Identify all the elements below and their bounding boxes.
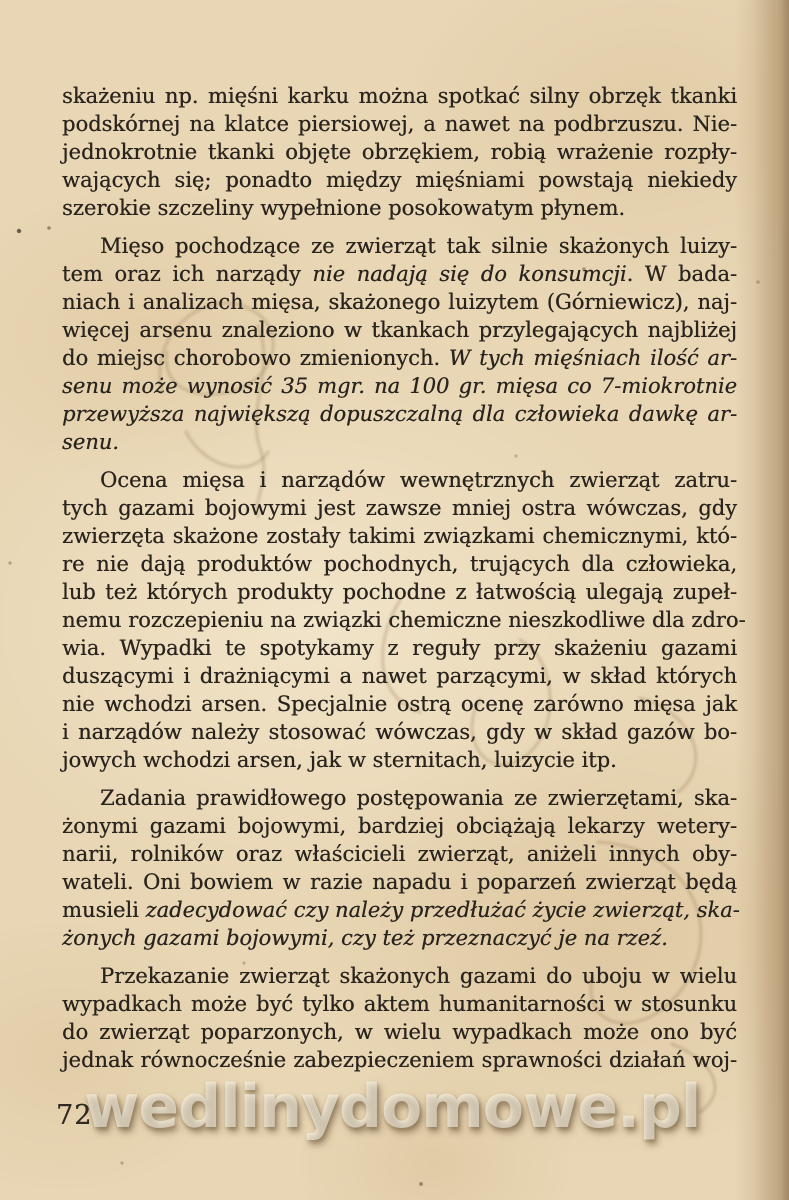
- text-segment: tem oraz ich narządy: [62, 262, 313, 286]
- text-segment: podskórnej na klatce piersiowej, a nawet na podbrzuszu. Nie-: [62, 112, 737, 136]
- text-segment: jowych wchodzi arsen, jak w sternitach, luizycie itp.: [62, 748, 617, 772]
- text-segment: więcej arsenu znaleziono w tkankach przylegających najbliżej: [62, 318, 737, 342]
- text-segment: re nie dają produktów pochodnych, trujących dla człowieka,: [62, 552, 737, 576]
- text-line: [62, 962, 737, 990]
- text-segment: jednak równocześnie zabezpieczeniem sprawności działań woj-: [62, 1048, 737, 1072]
- text-line: [62, 606, 746, 634]
- text-line: [62, 662, 737, 690]
- text-line: [62, 82, 737, 110]
- text-segment: nemu rozczepieniu na związki chemiczne nieszkodliwe dla zdro-: [62, 608, 746, 632]
- text-segment: . W bada-: [626, 262, 738, 286]
- text-segment: zwierzęta skażone zostały takimi związkami chemicznymi, któ-: [62, 524, 737, 548]
- text-segment: Przekazanie zwierząt skażonych gazami do uboju w wielu: [100, 964, 737, 988]
- text-segment: niach i analizach mięsa, skażonego luizytem (Górniewicz), naj-: [62, 290, 737, 314]
- text-segment: Mięso pochodzące ze zwierząt tak silnie skażonych luizy-: [100, 234, 737, 258]
- text-segment: do zwierząt poparzonych, w wielu wypadkach może ono być: [62, 1020, 737, 1044]
- text-segment: nie wchodzi arsen. Specjalnie ostrą ocenę zarówno mięsa jak: [62, 692, 737, 716]
- text-segment: szerokie szczeliny wypełnione posokowatym płynem.: [62, 196, 626, 220]
- text-segment: wia. Wypadki te spotykamy z reguły przy skażeniu gazami: [62, 636, 737, 660]
- text-line: [62, 812, 737, 840]
- text-segment: żonymi gazami bojowymi, bardziej obciążają lekarzy wetery-: [62, 814, 737, 838]
- text-line: [62, 718, 737, 746]
- text-block: [62, 82, 746, 1074]
- text-line: [62, 494, 737, 522]
- text-line: [62, 288, 737, 316]
- italic-text-segment: nie nadają się do konsumcji: [312, 262, 627, 286]
- text-line: [62, 316, 737, 344]
- text-segment: skażeniu np. mięśni karku można spotkać silny obrzęk tkanki: [62, 84, 737, 108]
- paragraph: [62, 784, 740, 952]
- text-line: [62, 372, 737, 400]
- text-line: [62, 344, 737, 372]
- paragraph: [62, 82, 737, 222]
- text-segment: lub też których produkty pochodne z łatwością ulegają zupeł-: [62, 580, 737, 604]
- text-line: [62, 990, 737, 1018]
- text-line: [62, 784, 737, 812]
- text-segment: musieli: [62, 898, 146, 922]
- text-line: [62, 840, 737, 868]
- italic-text-segment: żonych gazami bojowymi, czy też przeznaczyć je na rzeź.: [62, 926, 668, 950]
- text-line: [62, 868, 737, 896]
- text-line: [62, 1018, 737, 1046]
- text-line: [62, 896, 740, 924]
- text-line: [62, 428, 737, 456]
- text-segment: tych gazami bojowymi jest zawsze mniej ostra wówczas, gdy: [62, 496, 737, 520]
- text-line: [62, 232, 737, 260]
- italic-text-segment: przewyższa największą dopuszczalną dla człowieka dawkę ar-: [62, 402, 737, 426]
- italic-text-segment: zadecydować czy należy przedłużać życie zwierząt, ska-: [145, 898, 740, 922]
- text-segment: duszącymi i drażniącymi a nawet parzącymi, w skład których: [62, 664, 737, 688]
- text-line: [62, 260, 737, 288]
- text-line: [62, 110, 737, 138]
- text-segment: wateli. Oni bowiem w razie napadu i poparzeń zwierząt będą: [62, 870, 737, 894]
- paper-specks: [0, 0, 2, 2]
- text-segment: narii, rolników oraz właścicieli zwierząt, aniżeli innych oby-: [62, 842, 737, 866]
- text-line: [62, 194, 737, 222]
- italic-text-segment: senu.: [62, 430, 119, 454]
- text-segment: do miejsc chorobowo zmienionych.: [62, 346, 449, 370]
- text-line: [62, 746, 737, 774]
- paragraph: [62, 466, 746, 774]
- paragraph: [62, 962, 737, 1074]
- text-line: [62, 690, 737, 718]
- text-line: [62, 578, 737, 606]
- text-line: [62, 1046, 737, 1074]
- italic-text-segment: W tych mięśniach ilość ar-: [448, 346, 737, 370]
- page-number: 72: [56, 1100, 93, 1131]
- text-line: [62, 466, 737, 494]
- text-line: [62, 522, 737, 550]
- text-segment: i narządów należy stosować wówczas, gdy w skład gazów bo-: [62, 720, 737, 744]
- text-segment: wających się; ponadto między mięśniami powstają niekiedy: [62, 168, 737, 192]
- text-segment: wypadkach może być tylko aktem humanitarności w stosunku: [62, 992, 737, 1016]
- paragraph: [62, 232, 737, 456]
- text-line: [62, 550, 737, 578]
- text-segment: jednokrotnie tkanki objęte obrzękiem, robią wrażenie rozpły-: [62, 140, 737, 164]
- text-segment: Zadania prawidłowego postępowania ze zwierzętami, ska-: [100, 786, 737, 810]
- text-line: [62, 138, 737, 166]
- watermark: wedlinydomowe.pl: [84, 1072, 701, 1142]
- text-line: [62, 400, 737, 428]
- text-segment: Ocena mięsa i narządów wewnętrznych zwierząt zatru-: [100, 468, 737, 492]
- italic-text-segment: senu może wynosić 35 mgr. na 100 gr. mięsa co 7-miokrotnie: [62, 374, 737, 398]
- text-line: [62, 166, 737, 194]
- text-line: [62, 634, 737, 662]
- text-line: [62, 924, 737, 952]
